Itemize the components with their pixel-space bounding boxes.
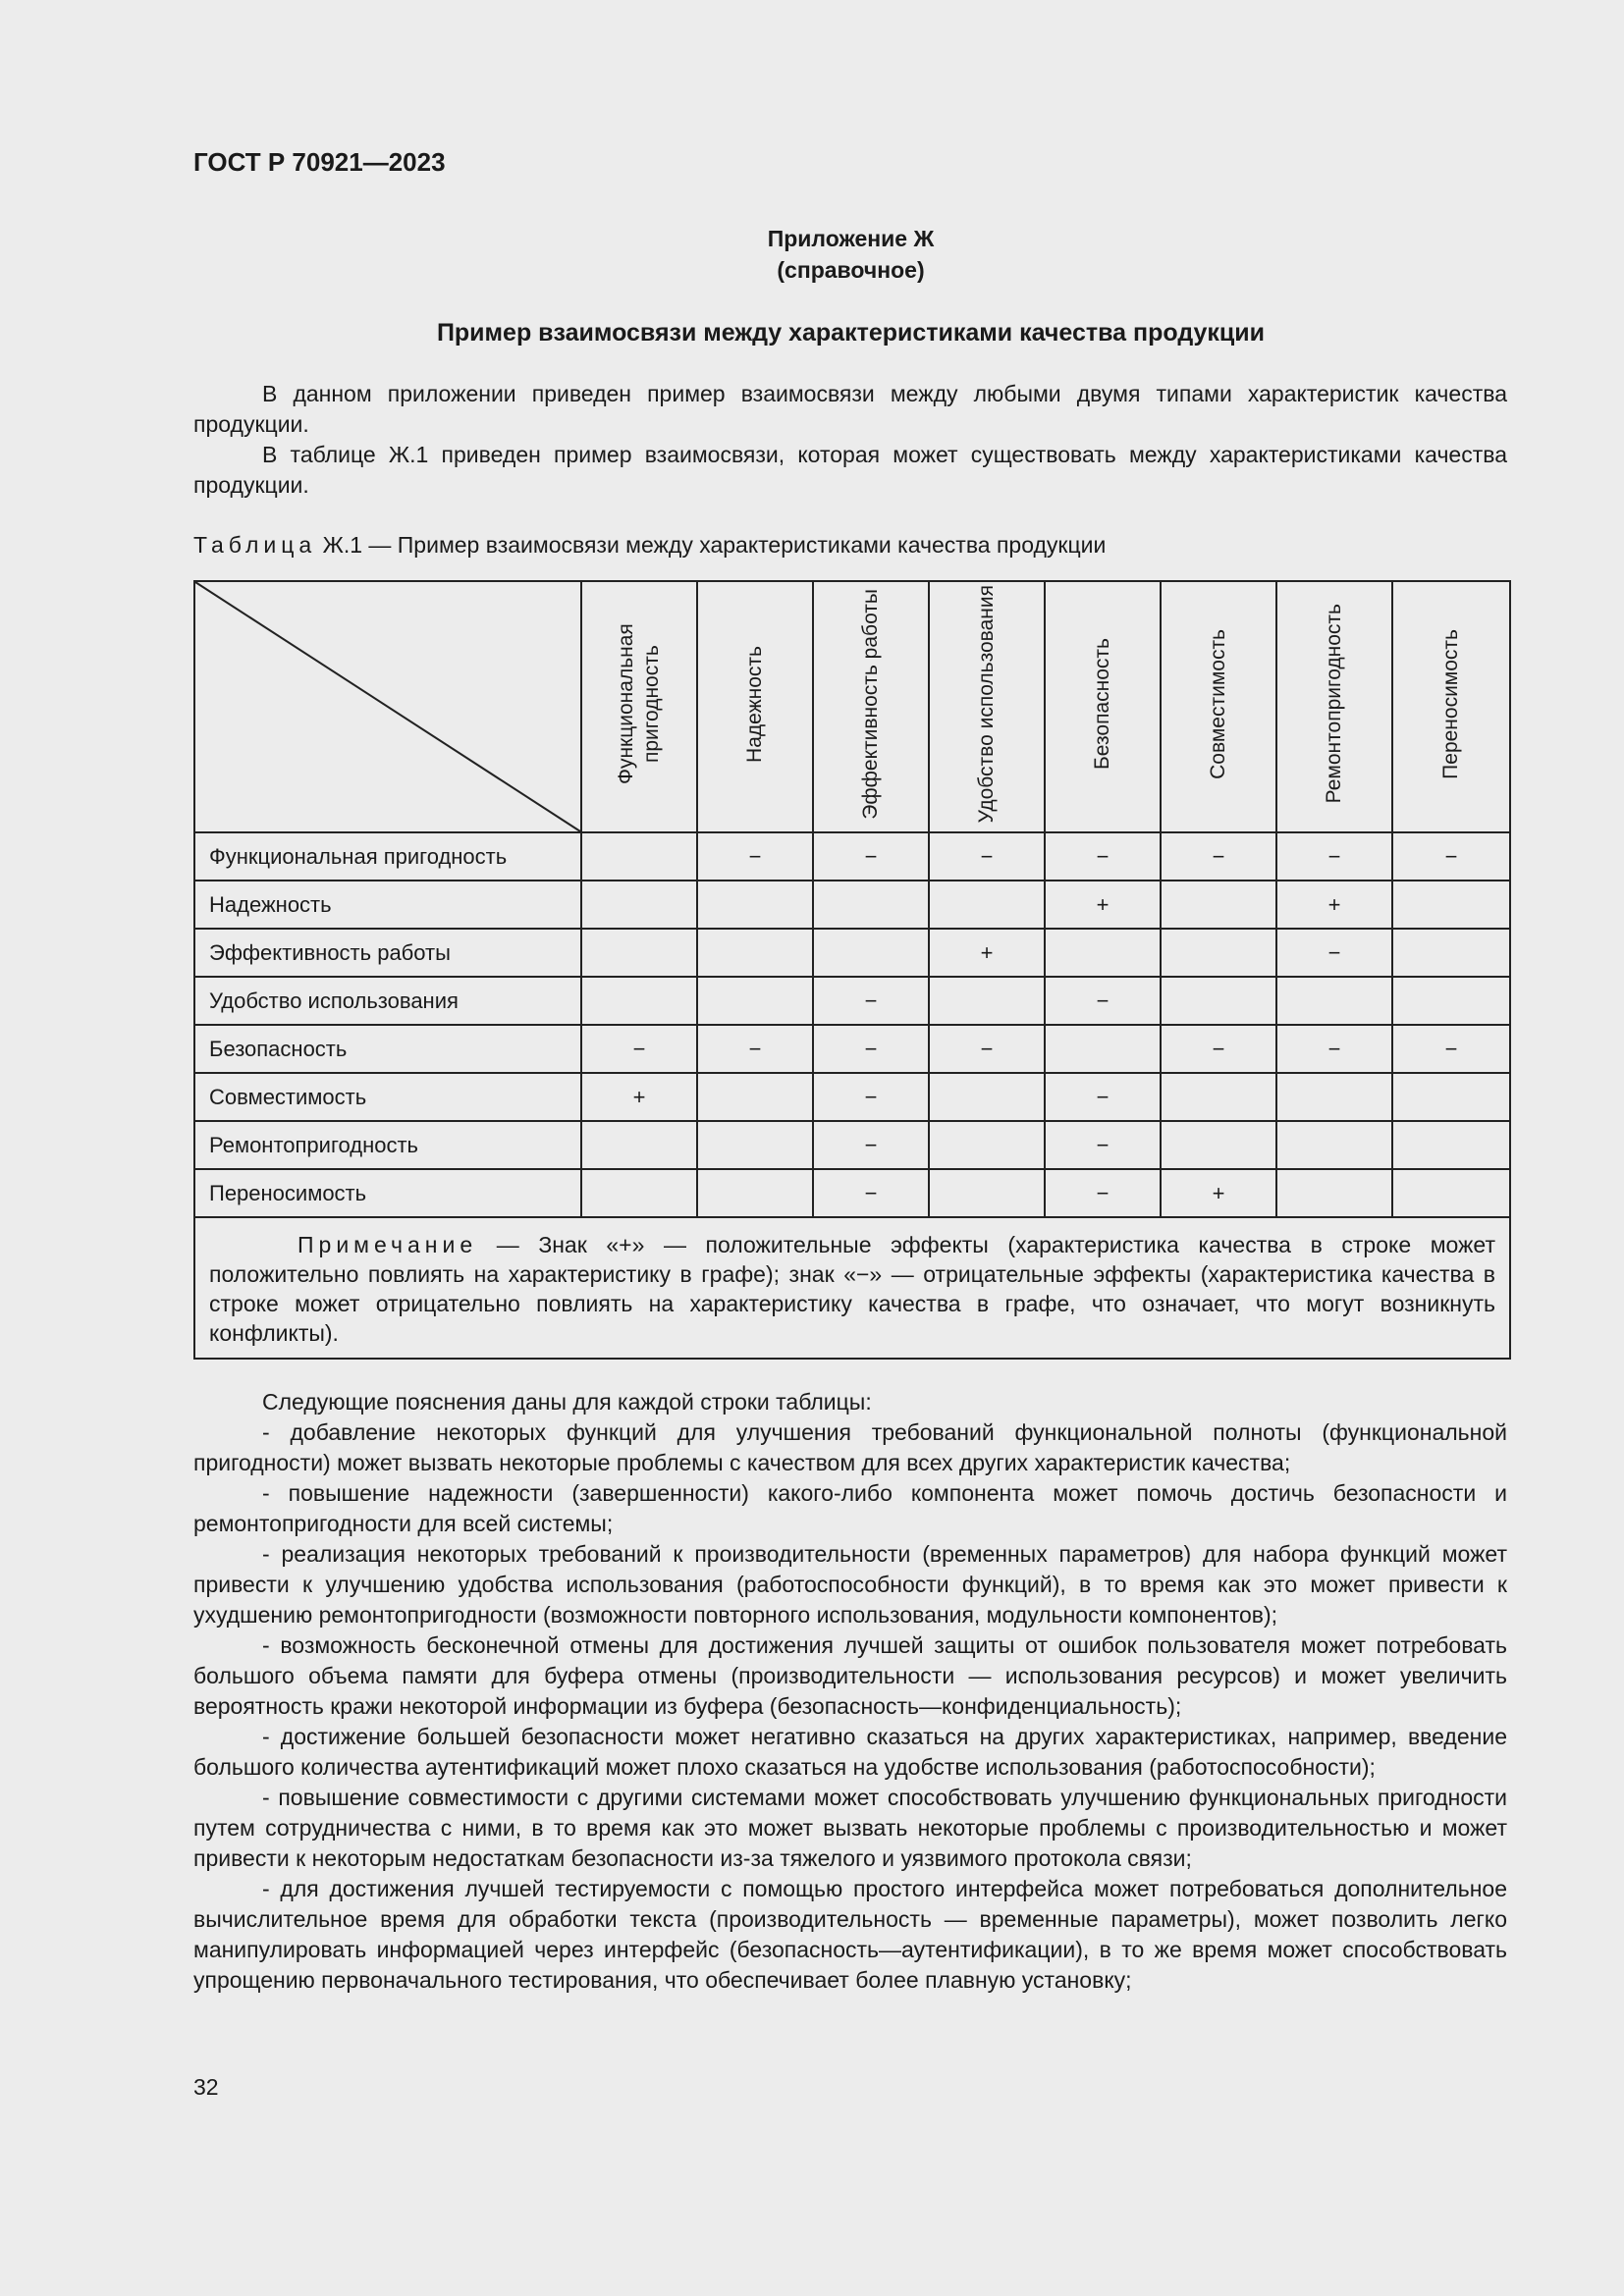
matrix-cell: − [813,1073,929,1121]
matrix-cell: + [929,929,1045,977]
matrix-cell [581,1169,697,1217]
column-header: Переносимость [1392,581,1510,832]
matrix-cell: − [1045,1169,1161,1217]
note-heading: Примечание [298,1232,478,1257]
intro-text [193,379,1507,501]
matrix-cell: − [697,832,813,881]
explanations-text [193,1387,1507,1996]
table-row [194,977,1510,1025]
table-header-row [194,581,1510,832]
body-paragraph: - повышение совместимости с другими системами может способствовать улучшению функциональных пригодности путем сотрудничества с ними, в то время как это может вызвать некоторые проблемы с производительностью и может привести к некоторым недостаткам безопасности из-за тяжелого и уязвимого протокола связи; [193,1785,1507,1871]
matrix-cell [1045,929,1161,977]
table-note-row [194,1217,1510,1359]
table-row [194,1121,1510,1169]
matrix-cell [697,1073,813,1121]
matrix-cell [929,881,1045,929]
matrix-cell [1392,977,1510,1025]
row-label: Удобство использования [194,977,581,1025]
matrix-cell: − [1161,832,1276,881]
body-paragraph: - достижение большей безопасности может негативно сказаться на других характеристиках, например, введение большого количества аутентификаций может плохо сказаться на удобстве использования (работоспособности); [193,1724,1507,1780]
body-paragraph: - для достижения лучшей тестируемости с помощью простого интерфейса может потребоваться дополнительное вычислительное время для обработки текста (производительность — временные параметры), может позволить легко манипулировать информацией через интерфейс (безопасность—аутентификации), в то же время может способствовать упрощению первоначального тестирования, что обеспечивает более плавную установку; [193,1876,1507,1993]
row-label: Надежность [194,881,581,929]
body-paragraph: Следующие пояснения даны для каждой строки таблицы: [262,1389,872,1415]
matrix-cell: − [813,1169,929,1217]
matrix-cell: − [1276,1025,1392,1073]
matrix-cell [929,1121,1045,1169]
matrix-cell [581,977,697,1025]
standard-header: ГОСТ Р 70921—2023 [193,147,446,177]
matrix-cell [1392,929,1510,977]
table-row [194,881,1510,929]
matrix-cell: − [1276,929,1392,977]
row-label: Безопасность [194,1025,581,1073]
table-body [194,832,1510,1217]
matrix-cell [929,977,1045,1025]
matrix-cell [1045,1025,1161,1073]
matrix-cell [813,881,929,929]
matrix-cell: + [1161,1169,1276,1217]
row-label: Функциональная пригодность [194,832,581,881]
matrix-cell [1392,1169,1510,1217]
matrix-cell: − [1045,1121,1161,1169]
matrix-cell: − [1045,832,1161,881]
row-label: Переносимость [194,1169,581,1217]
column-header: Удобство использования [929,581,1045,832]
matrix-cell: − [813,977,929,1025]
matrix-cell [581,881,697,929]
matrix-cell [813,929,929,977]
matrix-cell [929,1073,1045,1121]
table-caption-word: Таблица [193,532,317,558]
matrix-cell [1392,1121,1510,1169]
matrix-cell: − [1161,1025,1276,1073]
table-row [194,1025,1510,1073]
diagonal-line [195,582,580,831]
matrix-cell: + [1045,881,1161,929]
matrix-cell: − [697,1025,813,1073]
annex-type: (справочное) [777,257,925,283]
annex-heading: Пример взаимосвязи между характеристиками качества продукции [436,319,1266,347]
corner-cell [194,581,581,832]
page-number: 32 [193,2074,219,2100]
column-header: Функциональная пригодность [581,581,697,832]
column-header: Надежность [697,581,813,832]
matrix-cell [581,929,697,977]
table-note [194,1217,1510,1359]
column-header: Эффективность работы [813,581,929,832]
table-row [194,1073,1510,1121]
matrix-cell [1161,929,1276,977]
matrix-cell [1276,977,1392,1025]
note-text: — Знак «+» — положительные эффекты (характеристика качества в строке может положительно повлиять на характеристику в графе); знак «−» — отрицательные эффекты (характеристика качества в строке может отрицательно повлиять на характеристику качества в графе, что означает, что могут возникнуть конфликты). [209,1232,1495,1346]
table-caption-text: Ж.1 — Пример взаимосвязи между характеристиками качества продукции [316,532,1107,558]
matrix-cell [1392,1073,1510,1121]
table-row [194,929,1510,977]
matrix-cell [1161,881,1276,929]
table-row [194,832,1510,881]
matrix-cell [1161,1121,1276,1169]
matrix-cell [697,1169,813,1217]
matrix-cell: − [1045,977,1161,1025]
body-paragraph: - повышение надежности (завершенности) какого-либо компонента может помочь достичь безопасности и ремонтопригодности для всей системы; [193,1480,1507,1536]
intro-paragraph: В данном приложении приведен пример взаимосвязи между любыми двумя типами характеристик качества продукции. [193,381,1507,437]
matrix-cell: − [813,1121,929,1169]
matrix-cell: − [813,1025,929,1073]
matrix-cell [581,832,697,881]
column-header: Безопасность [1045,581,1161,832]
column-header: Ремонтопригодность [1276,581,1392,832]
matrix-cell: − [929,832,1045,881]
matrix-cell: − [1392,1025,1510,1073]
body-paragraph: - добавление некоторых функций для улучшения требований функциональной полноты (функциональной пригодности) может вызвать некоторые проблемы с качеством для всех других характеристик качества; [193,1419,1507,1475]
matrix-cell [1276,1073,1392,1121]
matrix-cell [697,929,813,977]
matrix-cell [1276,1121,1392,1169]
table-row [194,1169,1510,1217]
matrix-cell: − [581,1025,697,1073]
matrix-cell: − [813,832,929,881]
row-label: Ремонтопригодность [194,1121,581,1169]
matrix-cell: + [1276,881,1392,929]
matrix-cell: − [1045,1073,1161,1121]
matrix-cell: − [1276,832,1392,881]
quality-matrix-table [193,580,1511,1360]
matrix-cell [1161,977,1276,1025]
matrix-cell: − [1392,832,1510,881]
matrix-cell [1276,1169,1392,1217]
column-header: Совместимость [1161,581,1276,832]
annex-title: Приложение Ж [767,226,935,251]
matrix-cell [1392,881,1510,929]
intro-paragraph: В таблице Ж.1 приведен пример взаимосвязи, которая может существовать между характеристиками качества продукции. [193,442,1507,498]
matrix-cell [581,1121,697,1169]
matrix-cell [929,1169,1045,1217]
body-paragraph: - реализация некоторых требований к производительности (временных параметров) для набора функций может привести к улучшению удобства использования (работоспособности функций), в то время как это может привести к ухудшению ремонтопригодности (возможности повторного использования, модульности компонентов); [193,1541,1507,1628]
body-paragraph: - возможность бесконечной отмены для достижения лучшей защиты от ошибок пользователя может потребовать большого объема памяти для буфера отмены (производительности — использования ресурсов) и может увеличить вероятность кражи некоторой информации из буфера (безопасность—конфиденциальность); [193,1632,1507,1719]
matrix-cell: + [581,1073,697,1121]
matrix-cell: − [929,1025,1045,1073]
matrix-cell [697,977,813,1025]
matrix-cell [697,881,813,929]
row-label: Эффективность работы [194,929,581,977]
matrix-cell [1161,1073,1276,1121]
table-caption [193,532,1106,559]
matrix-cell [697,1121,813,1169]
row-label: Совместимость [194,1073,581,1121]
